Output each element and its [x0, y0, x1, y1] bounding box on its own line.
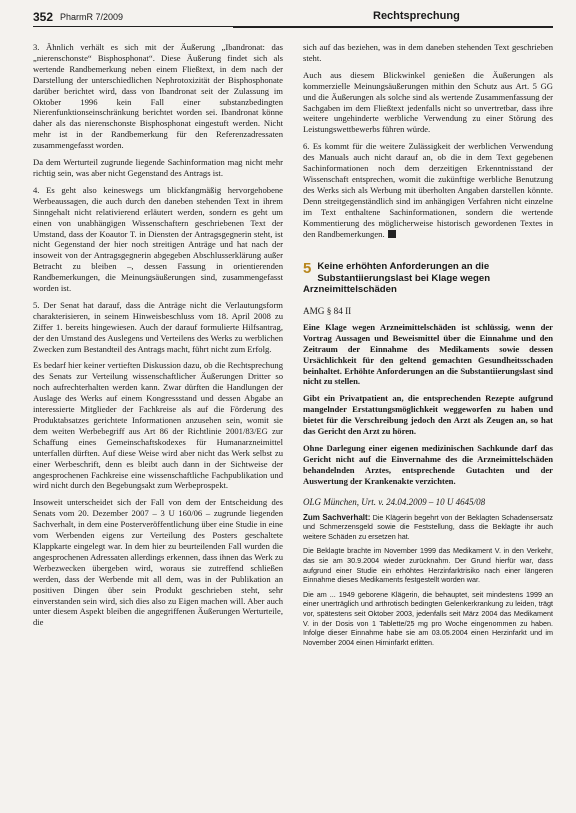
paragraph [303, 141, 553, 239]
paragraph: Es bedarf hier keiner vertieften Diskussion dazu, ob die Rechtsprechung des Senats zur Verteilung wissenschaftlicher Äußerungen Dritter so noch aufrechterhalten werden kann. Zwar dürften die Handlungen der Auslage des Werks auf einem Kongressstand und dessen Abgabe an interessierte Mitglieder der Fachkreise als auf die Förderung des Produktabsatzes gerichtete Informationen anzusehen sein, womit sie dem weiten Werbebegriff aus Art 86 der Richtlinie 2001/83/EG zur Schaffung eines Gemeinschaftskodexes für Humanarzneimittel unterfallen dürften. Auf diese Weise wird aber nicht das Werk selbst zu einer Werbeschrift, denn es bleibt auch dann in der Sichtweise der angesprochenen Fachkreise eine wissenschaftliche Fachpublikation und wird nicht durch den Begebungsakt zum Werbeprospekt. [33, 360, 283, 491]
headnote: Eine Klage wegen Arzneimittelschäden ist schlüssig, wenn der Vortrag Aussagen und Beweismittel über die Einnahme und den Zeitraum der Einnahme des Medikaments sowie dessen Ursächlichkeit für den geltend gemachten Gesundheitsschaden beinhaltet. Erhöhte Anforderungen an die Substantiierungslast sind nicht zu stellen. [303, 321, 553, 387]
facts-lead: Zum Sachverhalt: [303, 512, 371, 522]
facts-text: Die Klägerin begehrt von der Beklagten Schadensersatz und Schmerzensgeld sowie die Feststellung, dass die Beklagte ihr auch weitere Schäden zu ersetzen hat. [303, 512, 554, 541]
paragraph: sich auf das beziehen, was in dem daneben stehenden Text geschrieben steht. [303, 42, 553, 63]
paragraph: Insoweit unterscheidet sich der Fall von dem der Entscheidung des Senats vom 20. Dezember 2007 – 3 U 160/06 – zugrunde liegenden Sachverhalt, in dem eine Posterveröffentlichung über eine Studie in eine vom Werbenden eigens zur Verteilung des Posters geschaltete Klappkarte eingelegt war. In dem hier zu beurteilenden Fall wurden die angesprochenen Adressaten allerdings erkennen, dass ihnen das Werk zu Werbezwecken übergeben wird, woraus sie zutreffend schließen werden, dass der Werbende mit all dem, was in der Publikation an positiven Dingen über sein Produkt geschrieben steht, sehr einverstanden sein wird, sich dies also zu Eigen machen will. Aber auch unter diesem Aspekt bleiben die angegriffenen Äußerungen Werturteile, die [33, 497, 283, 628]
law-reference: AMG § 84 II [303, 305, 352, 316]
headnote: Gibt ein Privatpatient an, die entsprechenden Rezepte aufgrund mangelnder Erstattungsmöglichkeit weggeworfen zu haben und bietet für die Verschreibung jedoch den Arzt als Zeugen an, so hat das Gericht den Arzt zu hören. [303, 393, 553, 437]
page-number: 352 [33, 10, 54, 24]
section-title: Rechtsprechung [373, 10, 460, 22]
facts-paragraph: Die Beklagte brachte im November 1999 das Medikament V. in den Verkehr, das sie am 30.9.2004 wieder zurücknahm. Der Grund hierfür war, dass aufgrund einer Studie ein erhöhtes Herzinfarktrisiko nach einer längeren Einnahme dieses Medikaments festgestellt worden war. [303, 546, 553, 585]
facts-paragraph: Die am ... 1949 geborene Klägerin, die behauptet, seit mindestens 1999 an einer unerträglich und arthrotisch bedingten Gelenkerkrankung zu leiden, trägt vor, spätestens seit Oktober 2003, jedenfalls seit März 2004 das Medikament V. in der Dosis von 1 Tablette/25 mg pro Woche eingenommen zu haben. Infolge dieser Einnahme habe sie am 03.05.2004 einen Herzinfarkt und im November 2004 einen Hirninfarkt erlitten. [303, 589, 553, 647]
journal-name: PharmR 7/2009 [60, 12, 124, 22]
black-square-icon [388, 230, 396, 238]
paragraph: Da dem Werturteil zugrunde liegende Sachinformation mag nicht mehr richtig sein, was aber nicht Gegenstand des Antrags ist. [33, 157, 283, 178]
paragraph: 3. Ähnlich verhält es sich mit der Äußerung „Ibandronat: das „nierenschonste“ Bisphosphonat“. Diese Äußerung findet sich als wertende Randbemerkung neben einem Fließtext, in dem nach der Darstellung der unterschiedlichen Nephrotoxizität der Bisphosphonate darüber berichtet wird, dass von Ibandronat seit der Zulassung im Oktober 1996 kein Fall einer substanzbedingten Nierenfunktionseinschränkung berichtet worden sei. Ibandronat könne daher als das nierenschonste Bisphosphonat eingestuft werden. Nicht mehr ist in der Randbemerkung für den Referenzadressaten zusammengefasst worden. [33, 42, 283, 151]
facts-paragraph [303, 513, 553, 542]
section-heading-title: Keine erhöhten Anforderungen an die Substantiierungslast bei Klage wegen Arzneimittelschäden [303, 261, 491, 296]
headnote: Ohne Darlegung einer eigenen medizinischen Sachkunde darf das Gericht nicht auf die Einvernahme des die Arzneimittelschäden behandelnden Arztes, entsprechende Gutachten und der Auswertung der Krankenakte verzichten. [303, 442, 553, 486]
left-column [33, 42, 283, 634]
court-citation: OLG München, Urt. v. 24.04.2009 – 10 U 4645/08 [303, 496, 486, 507]
section-number: 5 [303, 260, 312, 278]
paragraph: 4. Es geht also keineswegs um blickfangmäßig hervorgehobene Werbeaussagen, die auch durch den daneben stehenden Text in ihrem Sinngehalt nicht relativierend erläutert werden, sondern es geht um einen von unabhängigen Wissenschaftern geschriebenen Text der Umstand, dass der Koautor T. in Diensten der Antragsgegnerin steht, ist nicht Gegenstand der hier noch streitigen Anträge und hat nach der insoweit von der Antragsgegnerin abgegeben Abschlusserklärung außer Betracht zu bleiben –, dessen Fassung in orientierenden Randbemerkungen, die Meinungsäußerungen sind, zusammengefasst worden ist. [33, 184, 283, 294]
paragraph: 5. Der Senat hat darauf, dass die Anträge nicht die Verlautungsform charakterisieren, in seinem Hinweisbeschluss vom 18. April 2008 zu Ziffer 1. bereits hingewiesen. Auch der darauf formulierte Hilfsantrag, der den Umstand des Auslegens und Verteilens des Werks zu werblichen Zwecken zum Bestandteil des Antrags macht, führt nicht zum Erfolg. [33, 299, 283, 354]
header-rule-bold [233, 26, 553, 28]
paragraph-text: 6. Es kommt für die weitere Zulässigkeit der werblichen Verwendung des Manuals auch nicht darauf an, ob die in dem Text gegebenen Sachinformationen noch dem derzeitigen Erkenntnisstand der Wissenschaft entsprechen, womit die zukünftige werbliche Benutzung des Werks sich als Werbung mit überholten Angaben darstellen könnte. Denn streitgegenständlich sind im anhängigen Verfahren nicht einzelne im Text enthaltene Sachinformationen, sondern die wertende Kommentierung des möglicherweise historisch gewordenen Textes in den Randbemerkungen. [303, 141, 553, 239]
section-heading [303, 261, 553, 296]
right-column [303, 42, 553, 652]
paragraph: Auch aus diesem Blickwinkel genießen die Äußerungen als kommerzielle Meinungsäußerungen mithin den Schutz aus Art. 5 GG und die Äußerungen als solche sind als wertende Zusammenfassung der Sachgaben im dem Fließtext jedenfalls nicht so unvertretbar, dass ihre weitere ungehinderte werbliche Verwendung zu einer Störung des Leistungswettbewerbs führen würde. [303, 69, 553, 135]
